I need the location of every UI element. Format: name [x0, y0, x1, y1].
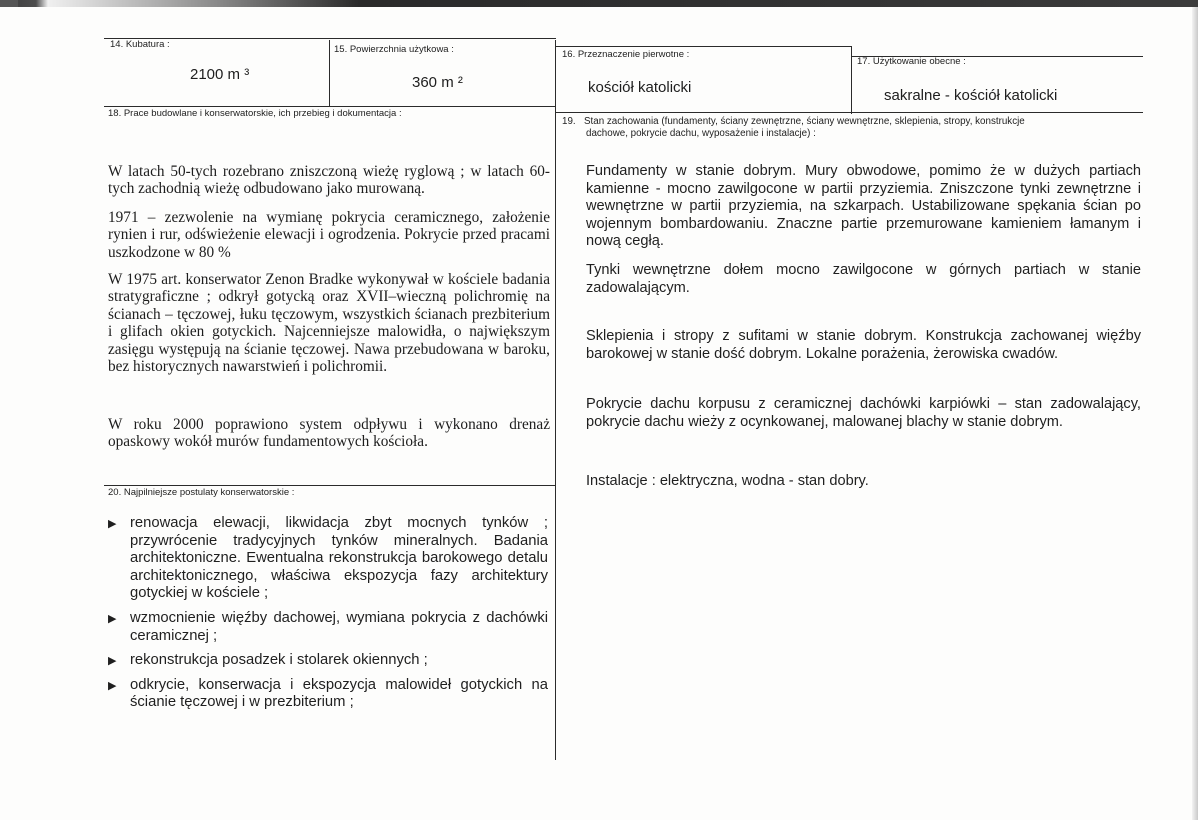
scan-top-edge [0, 0, 1198, 7]
rule-under-18 [104, 485, 556, 486]
prace-paragraph-4: W roku 2000 poprawiono system odpływu i wykonano drenaż opaskowy wokół murów fundamentowych kościoła. [108, 416, 550, 451]
stan-paragraph-5: Instalacje : elektryczna, wodna - stan dobry. [586, 473, 869, 489]
stan-paragraph-1: Fundamenty w stanie dobrym. Mury obwodowe, pomimo że w dużych partiach kamienne - mocno zawilgocone w partii przyziemia. Zniszczone tynki zewnętrzne i wewnętrzne w partii przyziemia, na szkarpach. Ustabilizowane spękania ścian po wojennym bombardowaniu. Znaczne partie przemurowane kamieniem łamanym i nową cegłą. [586, 163, 1141, 250]
postulat-text: odkrycie, konserwacja i ekspozycja malowideł gotyckich na ścianie tęczowej i w prezbiterium ; [130, 676, 548, 711]
postulat-text: rekonstrukcja posadzek i stolarek okiennych ; [130, 652, 428, 669]
label-kubatura: 14. Kubatura : [110, 39, 170, 50]
triangle-right-icon: ▶ [108, 679, 117, 692]
postulat-item [108, 610, 548, 645]
scan-corner [0, 0, 18, 7]
stan-paragraph-4: Pokrycie dachu korpusu z ceramicznej dachówki karpiówki – stan zadowalający, pokrycie dachu wieży z ocynkowanej, malowanej blachy w stanie dobrym. [586, 396, 1141, 430]
prace-paragraph-3: W 1975 art. konserwator Zenon Bradke wykonywał w kościele badania stratygraficzne ; odkrył gotycką oraz XVII–wieczną polichromię na ścianach – tęczowej, łuku tęczowym, wszystkich ścianach prezbiterium i glifach okien gotyckich. Najcenniejsze malowidła, o największym zasięgu występują na ścianie tęczowej. Nawa przebudowana w baroku, bez historycznych nawarstwień i polichromii. [108, 271, 550, 376]
label-prace-budowlane: 18. Prace budowlane i konserwatorskie, ich przebieg i dokumentacja : [108, 108, 402, 119]
value-uzytkowanie-obecne: sakralne - kościół katolicki [884, 87, 1058, 104]
rule-v-center [555, 40, 556, 760]
rule-v-14-15 [329, 40, 330, 106]
scan-right-edge [1192, 7, 1198, 820]
postulat-item [108, 652, 548, 670]
label-przeznaczenie-pierwotne: 16. Przeznaczenie pierwotne : [562, 49, 690, 60]
postulat-item [108, 515, 548, 603]
rule-v-16-17 [851, 46, 852, 114]
prace-paragraph-1: W latach 50-tych rozebrano zniszczoną wieżę ryglową ; w latach 60-tych zachodnią wieżę odbudowano jako murowaną. [108, 163, 550, 198]
triangle-right-icon: ▶ [108, 518, 117, 530]
value-kubatura: 2100 m ³ [190, 66, 250, 83]
value-powierzchnia-uzytkowa: 360 m ² [412, 74, 463, 91]
rule-under-14-15 [104, 106, 556, 107]
postulaty-list [108, 515, 548, 719]
stan-paragraph-3: Sklepienia i stropy z sufitami w stanie dobrym. Konstrukcja zachowanej więźby barokowej w stanie dość dobrym. Lokalne porażenia, żerowiska cwadów. [586, 328, 1141, 362]
label-stan-zachowania-line2: dachowe, pokrycie dachu, wyposażenie i instalacje) : [586, 127, 816, 139]
postulat-text: renowacja elewacji, likwidacja zbyt mocnych tynków ; przywrócenie tradycyjnych tynków mineralnych. Badania architektoniczne. Ewentualna rekonstrukcja barokowego detalu architektonicznego, właściwa ekspozycja fazy architektury gotyckiej w kościele ; [130, 515, 548, 602]
postulat-text: wzmocnienie więźby dachowej, wymiana pokrycia z dachówki ceramicznej ; [130, 609, 548, 644]
value-przeznaczenie-pierwotne: kościół katolicki [588, 79, 692, 96]
rule-under-16-17 [556, 112, 1143, 113]
stan-paragraph-2: Tynki wewnętrzne dołem mocno zawilgocone w górnych partiach w stanie zadowalającym. [586, 262, 1141, 296]
prace-paragraph-2: 1971 – zezwolenie na wymianę pokrycia ceramicznego, założenie rynien i rur, odświeżenie elewacji i ogrodzenia. Pokrycie przed pracami uszkodzone w 80 % [108, 209, 550, 261]
rule-top-middle [556, 46, 851, 47]
postulat-item [108, 677, 548, 712]
label-stan-zachowania-line1: Stan zachowania (fundamenty, ściany zewnętrzne, ściany wewnętrzne, sklepienia, stropy, konstrukcje [584, 116, 1025, 127]
label-uzytkowanie-obecne: 17. Użytkowanie obecne : [857, 56, 966, 67]
label-powierzchnia-uzytkowa: 15. Powierzchnia użytkowa : [334, 44, 454, 55]
label-stan-zachowania [562, 116, 1152, 139]
triangle-right-icon: ▶ [108, 655, 117, 668]
label-stan-zachowania-number: 19. [562, 116, 576, 127]
triangle-right-icon: ▶ [108, 612, 117, 625]
rule-top-left [104, 38, 556, 39]
label-postulaty-konserwatorskie: 20. Najpilniejsze postulaty konserwatorskie : [108, 487, 295, 498]
